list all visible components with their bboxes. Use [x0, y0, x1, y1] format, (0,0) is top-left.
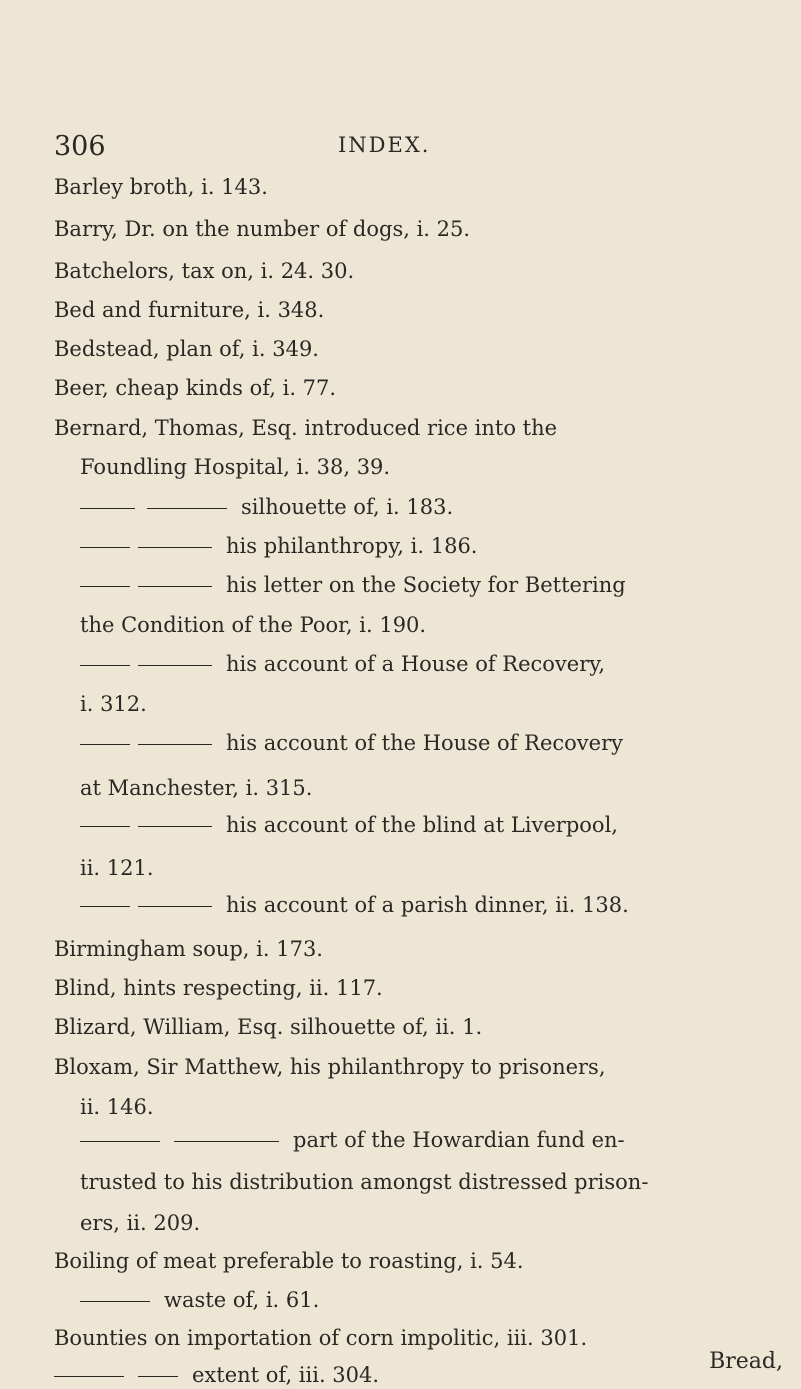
index-entry: Bloxam, Sir Matthew, his philanthropy to prisoners, [54, 1055, 606, 1079]
index-subentry: his account of the blind at Liverpool, [80, 811, 618, 839]
index-entry: Barley broth, i. 143. [54, 175, 268, 199]
index-entry-continuation: ii. 121. [80, 856, 154, 880]
index-entry-continuation: trusted to his distribution amongst distressed prison- [80, 1170, 649, 1194]
page-number: 306 [54, 131, 106, 162]
index-entry: Bounties on importation of corn impolitic, iii. 301. [54, 1326, 588, 1350]
ditto-dash [138, 744, 212, 745]
index-entry: Barry, Dr. on the number of dogs, i. 25. [54, 217, 471, 241]
ditto-dash [80, 1301, 150, 1302]
index-entry: Bedstead, plan of, i. 349. [54, 337, 319, 361]
index-entry-continuation: ii. 146. [80, 1095, 154, 1119]
ditto-dash [147, 508, 227, 509]
ditto-dash [138, 1376, 178, 1377]
ditto-dash [80, 586, 130, 587]
index-entry-continuation: Foundling Hospital, i. 38, 39. [80, 455, 391, 479]
index-subentry: his account of a House of Recovery, [80, 650, 605, 678]
ditto-dash [80, 665, 130, 666]
index-subentry: his account of a parish dinner, ii. 138. [80, 891, 629, 919]
index-subentry: extent of, iii. 304. [54, 1361, 379, 1389]
index-entry: Boiling of meat preferable to roasting, i. 54. [54, 1249, 524, 1273]
ditto-dash [138, 665, 212, 666]
index-subentry: part of the Howardian fund en- [80, 1126, 625, 1154]
index-entry: Beer, cheap kinds of, i. 77. [54, 376, 337, 400]
index-entry: Bernard, Thomas, Esq. introduced rice into the [54, 416, 558, 440]
ditto-dash [138, 906, 212, 907]
catchword: Bread, [709, 1349, 783, 1374]
running-head: INDEX. [338, 133, 431, 157]
index-entry-continuation: the Condition of the Poor, i. 190. [80, 613, 427, 637]
index-entry: Blizard, William, Esq. silhouette of, ii. 1. [54, 1015, 483, 1039]
index-entry: Batchelors, tax on, i. 24. 30. [54, 259, 355, 283]
index-entry: Bed and furniture, i. 348. [54, 298, 325, 322]
index-subentry: his account of the House of Recovery [80, 729, 623, 757]
index-entry: Birmingham soup, i. 173. [54, 937, 323, 961]
index-subentry: his philanthropy, i. 186. [80, 532, 477, 560]
ditto-dash [54, 1376, 124, 1377]
ditto-dash [80, 508, 135, 509]
index-entry-continuation: i. 312. [80, 692, 147, 716]
index-entry-continuation: at Manchester, i. 315. [80, 776, 313, 800]
index-subentry: his letter on the Society for Bettering [80, 571, 626, 599]
ditto-dash [174, 1141, 279, 1142]
ditto-dash [80, 1141, 160, 1142]
ditto-dash [138, 826, 212, 827]
ditto-dash [80, 906, 130, 907]
index-subentry: silhouette of, i. 183. [80, 493, 453, 521]
ditto-dash [138, 586, 212, 587]
index-entry: Blind, hints respecting, ii. 117. [54, 976, 383, 1000]
ditto-dash [80, 547, 130, 548]
ditto-dash [80, 744, 130, 745]
ditto-dash [138, 547, 212, 548]
ditto-dash [80, 826, 130, 827]
index-entry-continuation: ers, ii. 209. [80, 1211, 201, 1235]
index-subentry: waste of, i. 61. [80, 1286, 319, 1314]
